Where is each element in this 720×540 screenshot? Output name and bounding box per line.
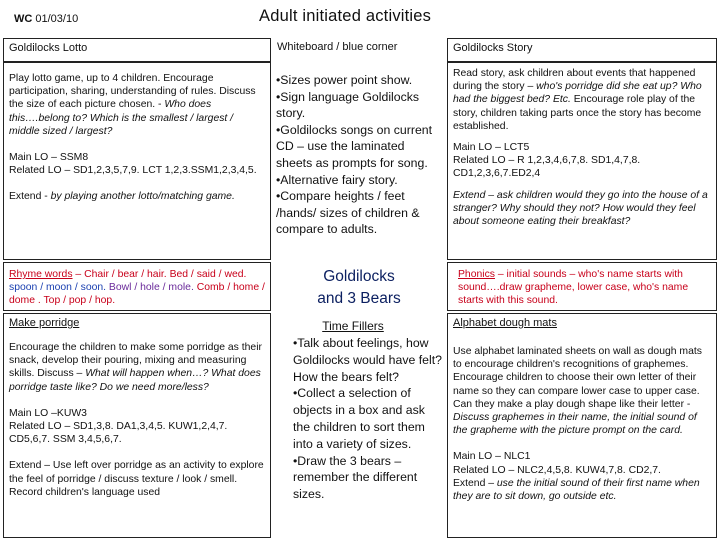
- story-panel: [447, 62, 717, 260]
- story-lo-related: Related LO – R 1,2,3,4,6,7,8. SD1,4,7,8. CD1,2,3,6,7.ED2,4: [453, 155, 641, 180]
- lotto-extend-text: by playing another lotto/matching game.: [50, 191, 235, 203]
- centre-title-line-2: and 3 Bears: [317, 290, 401, 307]
- story-body-italic: who's porridge did she eat up? Who had the biggest bed? Etc.: [453, 81, 702, 106]
- rhyme-lead: – Chair / bear / hair.: [72, 269, 170, 280]
- rhyme-panel: [3, 262, 271, 311]
- alphabet-body: [453, 345, 711, 437]
- wc-label: WC: [14, 13, 33, 25]
- time-fillers-list: [293, 335, 445, 503]
- whiteboard-item: •Goldilocks songs on current CD – use the laminated sheets as prompts for song.: [276, 122, 433, 170]
- whiteboard-item: •Compare heights / feet /hands/ sizes of children & compare to adults.: [276, 189, 420, 237]
- lotto-lo-main: Main LO – SSM8: [9, 152, 89, 164]
- rhyme-words-1: Bed / said /: [169, 269, 222, 280]
- rhyme-words-3: spoon / moon / soon.: [9, 282, 107, 294]
- alphabet-header: Alphabet dough mats: [447, 313, 717, 335]
- time-fillers-panel: [273, 313, 445, 538]
- alphabet-panel: [447, 335, 717, 538]
- lotto-extend-label: Extend -: [9, 191, 51, 203]
- story-body-text-2: Encourage role play of the story, children taking parts once the story has become established.: [453, 94, 702, 132]
- phonics-panel: [447, 262, 717, 311]
- whiteboard-panel: [273, 62, 445, 260]
- whiteboard-header: Whiteboard / blue corner: [273, 38, 445, 62]
- porridge-lo-main: Main LO –KUW3: [9, 407, 87, 419]
- date-value: 01/03/10: [35, 13, 79, 25]
- lotto-body-text: Play lotto game, up to 4 children. Encourage participation, sharing, understanding of rules. Discuss the size of each picture chosen. -: [9, 73, 256, 111]
- centre-title-panel: [273, 262, 445, 311]
- story-body-text: Read story, ask children about events that happened during the story –: [453, 68, 696, 93]
- time-fillers-item: •Collect a selection of objects in a box and ask the children to sort them into a variety of sizes.: [293, 386, 425, 451]
- alphabet-lo-main: Main LO – NLC1: [453, 451, 531, 463]
- time-fillers-item: •Draw the 3 bears – remember the different sizes.: [293, 453, 418, 502]
- alphabet-extend-text: use the initial sound of their first name when they are to sit down, go outside etc.: [453, 477, 700, 503]
- page-title: Adult initiated activities: [259, 7, 432, 25]
- lotto-lo-related: Related LO – SD1,2,3,5,7,9. LCT 1,2,3.SSM1,2,3,4,5.: [9, 165, 257, 177]
- centre-title-line-1: Goldilocks: [323, 268, 395, 285]
- whiteboard-item: •Alternative fairy story.: [276, 172, 398, 187]
- porridge-extend: Extend – Use left over porridge as an activity to explore the feel of porridge / discuss texture / look / smell. Record children's language used: [9, 460, 264, 498]
- alphabet-body-text: Use alphabet laminated sheets on wall as dough mats to encourage children's recognitions of graphemes. Encourage children to choose their own letter of their name so they can compare lower case to upper case. Can they make a play dough shape like their letter -: [453, 346, 702, 410]
- alphabet-body-italic: Discuss graphemes in their name, the initial sound of the grapheme with the picture prompt on the card.: [453, 412, 697, 437]
- whiteboard-item: •Sizes power point show.: [276, 73, 413, 87]
- porridge-body-italic: What will happen when…? What does porridge taste like? Do we need more/less?: [9, 368, 261, 393]
- rhyme-words-2: wed.: [224, 269, 247, 280]
- date-label: [14, 13, 78, 25]
- lotto-extend: [9, 190, 265, 203]
- phonics-body: – initial sounds – who's name starts with sound….draw grapheme, lower case, who's name starts with this sound.: [458, 269, 689, 307]
- alphabet-lo-related: Related LO – NLC2,4,5,8. KUW4,7,8. CD2,7.: [453, 464, 661, 476]
- time-fillers-title: Time Fillers: [322, 319, 384, 333]
- time-fillers-item: •Talk about feelings, how Goldilocks would have felt? How the bears felt?: [293, 336, 443, 384]
- whiteboard-list: [276, 72, 442, 238]
- story-header: Goldilocks Story: [447, 38, 717, 62]
- porridge-panel: [3, 335, 271, 538]
- story-lo-main: Main LO – LCT5: [453, 142, 530, 154]
- lotto-header: Goldilocks Lotto: [3, 38, 271, 62]
- phonics-title: Phonics: [458, 269, 495, 280]
- alphabet-extend: [453, 477, 711, 503]
- lotto-body-italic: Who does this….belong to? Which is the smallest / largest / middle sized / largest?: [9, 99, 234, 137]
- porridge-body: [9, 341, 265, 394]
- lotto-panel: [3, 62, 271, 260]
- rhyme-title: Rhyme words: [9, 269, 73, 280]
- story-extend: Extend – ask children would they go into the house of a stranger? Why should they not? How would they feel about someone eating their breakfast?: [453, 189, 708, 228]
- rhyme-words-4: Bowl / hole / mole.: [106, 282, 194, 294]
- whiteboard-item: •Sign language Goldilocks story.: [276, 89, 420, 121]
- story-body: [453, 67, 711, 133]
- porridge-header: Make porridge: [3, 313, 271, 335]
- porridge-lo-related: Related LO – SD1,3,8. DA1,3,4,5. KUW1,2,4,7. CD5,6,7. SSM 3,4,5,6,7.: [9, 421, 228, 446]
- alphabet-extend-label: Extend –: [453, 477, 497, 489]
- lotto-body: [9, 72, 265, 138]
- porridge-body-text: Encourage the children to make some porridge as their snack, develop their pouring, mixing and measuring skills. Discuss –: [9, 342, 262, 380]
- rhyme-words-5: Comb / home / dome . Top / pop / hop.: [9, 282, 265, 307]
